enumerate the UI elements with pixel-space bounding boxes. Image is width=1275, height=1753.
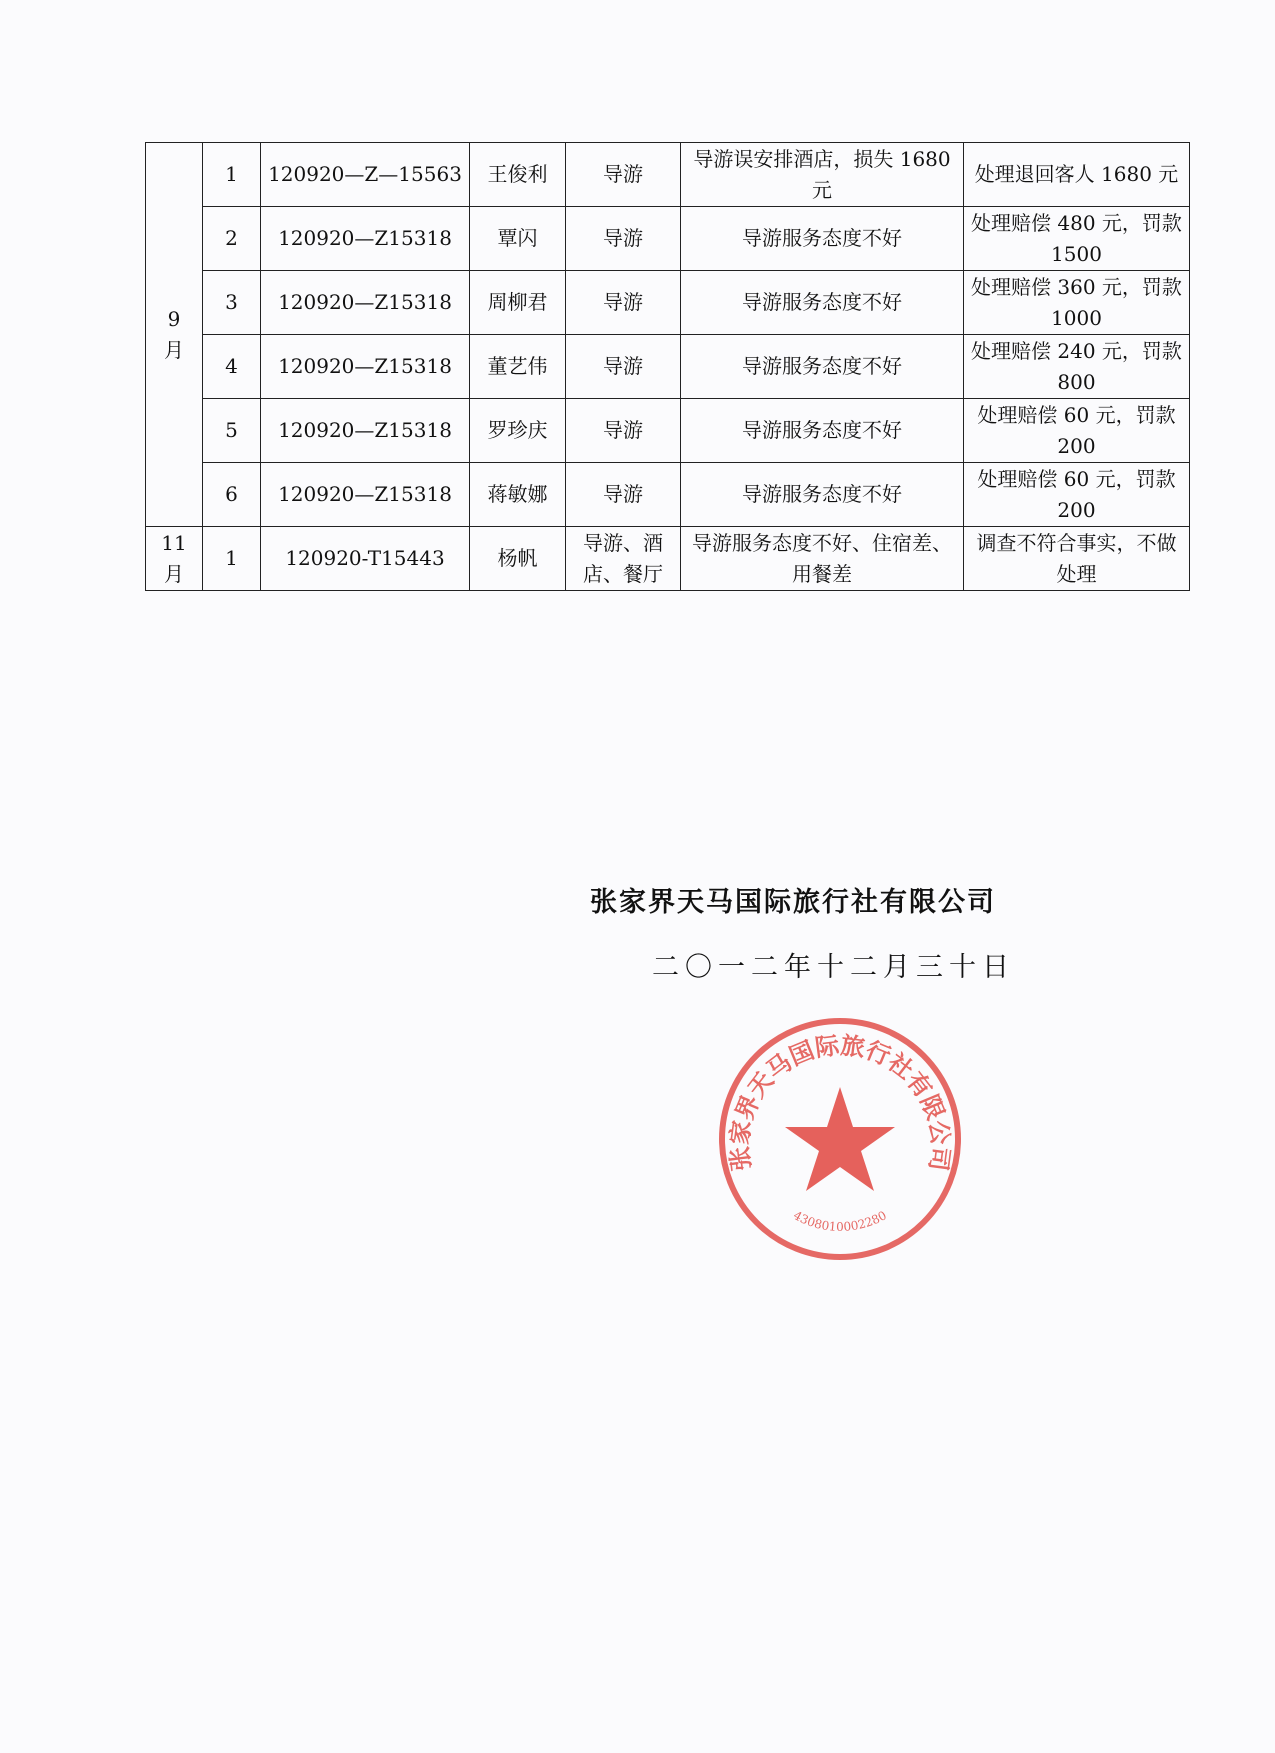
target-cell: 导游 [566, 399, 681, 463]
issue-cell: 导游服务态度不好 [681, 463, 964, 527]
issue-cell: 导游服务态度不好 [681, 335, 964, 399]
issue-cell: 导游服务态度不好 [681, 271, 964, 335]
table-row [146, 271, 1190, 335]
target-cell: 导游 [566, 463, 681, 527]
result-cell: 处理赔偿 60 元，罚款 200 [964, 463, 1190, 527]
stamp-text: 张家界天马国际旅行社有限公司 [724, 1030, 956, 1173]
table-row [146, 527, 1190, 591]
name-cell: 董艺伟 [470, 335, 566, 399]
complaint-table [145, 142, 1190, 591]
target-cell: 导游 [566, 143, 681, 207]
target-cell: 导游 [566, 207, 681, 271]
month-cell: 11 月 [146, 527, 203, 591]
table-row [146, 207, 1190, 271]
issue-cell: 导游误安排酒店，损失 1680 元 [681, 143, 964, 207]
result-cell: 处理赔偿 240 元，罚款 800 [964, 335, 1190, 399]
name-cell: 杨帆 [470, 527, 566, 591]
name-cell: 覃闪 [470, 207, 566, 271]
seq-cell: 6 [203, 463, 261, 527]
result-cell: 处理赔偿 60 元，罚款 200 [964, 399, 1190, 463]
company-signature: 张家界天马国际旅行社有限公司 [590, 887, 996, 918]
name-cell: 周柳君 [470, 271, 566, 335]
seq-cell: 3 [203, 271, 261, 335]
name-cell: 蒋敏娜 [470, 463, 566, 527]
target-cell: 导游 [566, 335, 681, 399]
table-row [146, 463, 1190, 527]
table-row [146, 399, 1190, 463]
result-cell: 处理退回客人 1680 元 [964, 143, 1190, 207]
code-cell: 120920—Z15318 [261, 399, 470, 463]
seq-cell: 1 [203, 143, 261, 207]
seq-cell: 4 [203, 335, 261, 399]
name-cell: 王俊利 [470, 143, 566, 207]
company-seal-stamp [716, 1015, 964, 1263]
signature-date: 二〇一二年十二月三十日 [652, 952, 1015, 983]
month-cell: 9 月 [146, 143, 203, 527]
code-cell: 120920—Z15318 [261, 463, 470, 527]
seq-cell: 2 [203, 207, 261, 271]
name-cell: 罗珍庆 [470, 399, 566, 463]
seq-cell: 5 [203, 399, 261, 463]
code-cell: 120920—Z15318 [261, 207, 470, 271]
code-cell: 120920—Z15318 [261, 271, 470, 335]
code-cell: 120920-T15443 [261, 527, 470, 591]
seq-cell: 1 [203, 527, 261, 591]
target-cell: 导游 [566, 271, 681, 335]
result-cell: 处理赔偿 480 元，罚款 1500 [964, 207, 1190, 271]
issue-cell: 导游服务态度不好 [681, 207, 964, 271]
table-row [146, 335, 1190, 399]
star-icon [785, 1087, 895, 1191]
issue-cell: 导游服务态度不好、住宿差、用餐差 [681, 527, 964, 591]
code-cell: 120920—Z15318 [261, 335, 470, 399]
stamp-number: 4308010002280 [791, 1208, 889, 1234]
svg-text:4308010002280 [791, 1208, 889, 1234]
target-cell: 导游、酒店、餐厅 [566, 527, 681, 591]
result-cell: 处理赔偿 360 元，罚款 1000 [964, 271, 1190, 335]
table-row [146, 143, 1190, 207]
code-cell: 120920—Z—15563 [261, 143, 470, 207]
issue-cell: 导游服务态度不好 [681, 399, 964, 463]
result-cell: 调查不符合事实，不做处理 [964, 527, 1190, 591]
